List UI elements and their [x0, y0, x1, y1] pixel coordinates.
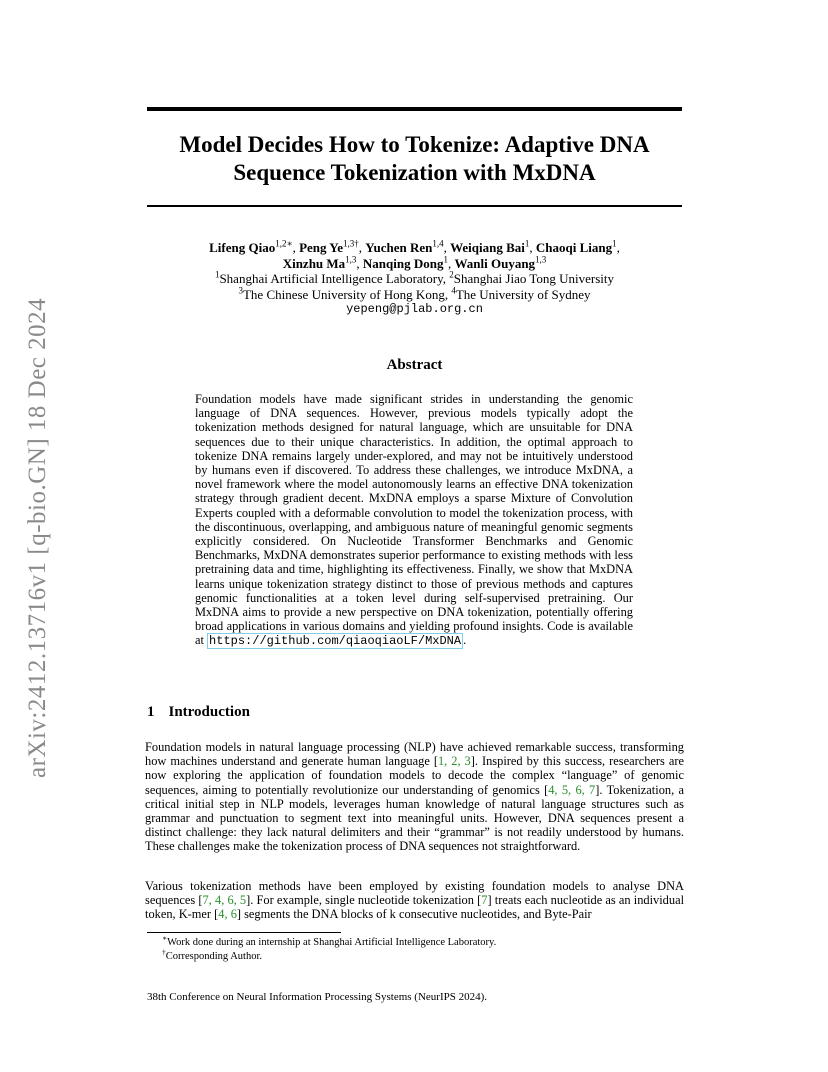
footnote-mark: † — [162, 947, 166, 957]
citation-link[interactable]: 1, 2, 3 — [437, 754, 471, 769]
abstract-heading: Abstract — [386, 357, 443, 373]
affiliation-line-1 — [147, 271, 682, 287]
section-title: Introduction — [168, 704, 250, 720]
arxiv-identifier: arXiv:2412.13716v1 [q-bio.GN] 18 Dec 2024 — [24, 297, 51, 778]
text-run: ] treats each nucleotide as an individual token, K-mer [ — [145, 893, 685, 922]
author-affil: 1,2∗ — [275, 238, 293, 249]
author-affil: 1,4 — [432, 238, 444, 249]
footnote-1 — [162, 933, 497, 949]
author-name: Lifeng Qiao — [209, 240, 276, 255]
author-affil: 1,3 — [535, 254, 547, 265]
author-name: Peng Ye — [299, 240, 344, 255]
author-name: Yuchen Ren — [365, 240, 433, 255]
code-link[interactable]: https://github.com/qiaoqiaoLF/MxDNA — [209, 634, 462, 649]
intro-paragraph-1 — [145, 740, 684, 854]
abstract-body: Foundation models have made significant strides in understanding the genomic language of DNA sequences. However, previous models typically adopt the tokenization methods designed for natural language, which are unsuitable for DNA sequences due to their unique characteristics. In addition, the optimal approach to tokenize DNA remains largely under-explored, and may not be intuitively understood by humans even if discovered. To address these challenges, we introduce MxDNA, a novel framework where the model autonomously learns an effective DNA tokenization strategy through gradient decent. MxDNA employs a sparse Mixture of Convolution Experts coupled with a deformable convolution to model the tokenization process, with the discontinuous, overlapping, and ambiguous nature of meaningful genomic segments explicitly considered. On Nucleotide Transformer Benchmarks and Genomic Benchmarks, MxDNA demonstrates superior performance to existing methods with less pretraining data and time, highlighting its effectiveness. Finally, we show that MxDNA learns unique tokenization strategy distinct to those of previous methods and captures genomic functionalities at a token level during self-supervised pretraining. Our MxDNA aims to provide a new perspective on DNA tokenization, potentially offering broad applications in various domains and yielding profound insights. Code is available at — [195, 392, 633, 648]
citation-link[interactable]: 4, 6 — [218, 907, 237, 922]
paper-title — [147, 131, 682, 187]
contact-email[interactable]: yepeng@pjlab.org.cn — [346, 302, 483, 316]
affil-mark: 1 — [214, 269, 220, 280]
author-name: Nanqing Dong — [362, 255, 444, 271]
text-run: ]. For example, single nucleotide tokenization [ — [246, 893, 482, 908]
author-affil: 1 — [612, 238, 617, 249]
affiliation: The University of Sydney — [455, 286, 591, 302]
author-affil: 1,3† — [343, 238, 359, 249]
affiliation: Shanghai Jiao Tong University — [453, 271, 615, 286]
text-run: Various tokenization methods have been employed by existing foundation models to analyse DNA sequences [ — [145, 879, 684, 908]
author-name: Weiqiang Bai — [450, 240, 525, 255]
section-number: 1 — [147, 704, 155, 720]
intro-paragraph-2 — [145, 879, 684, 922]
affiliation: Shanghai Artificial Intelligence Laboratory, — [219, 271, 450, 286]
affiliation-line-2 — [147, 287, 682, 303]
citation-link[interactable]: 4, 5, 6, 7 — [548, 782, 596, 797]
title-line-2: Sequence Tokenization with MxDNA — [233, 160, 596, 185]
author-affil: 1 — [524, 238, 530, 249]
title-top-rule — [147, 107, 682, 111]
abstract-text — [195, 392, 633, 649]
affil-mark: 4 — [451, 285, 456, 296]
affil-mark: 2 — [449, 269, 454, 280]
author-affil: 1 — [443, 254, 448, 265]
footnote-rule — [147, 932, 341, 933]
text-run: ] segments the DNA blocks of k consecutive nucleotides, and Byte-Pair — [236, 907, 592, 922]
abstract-end: . — [463, 633, 467, 648]
footnote-text: Work done during an internship at Shanghai Artificial Intelligence Laboratory. — [167, 937, 497, 948]
text-run: ]. Inspired by this success, researchers are now exploring the application of foundation models to decode the complex “language” of genomic sequences, aiming to potentially revolutionize our understanding of genomics [ — [145, 754, 684, 797]
author-affil: 1,3 — [345, 254, 357, 265]
section-heading-introduction — [147, 704, 250, 721]
author-block — [147, 240, 682, 318]
citation-link[interactable]: 7, 4, 6, 5 — [202, 893, 247, 908]
affiliation: The Chinese University of Hong Kong, — [242, 286, 452, 302]
author-line-2: Xinzhu Ma$^{1,3}$, Nanqing Dong$^1$, Wanli Ouyang$^{1,3}$ — [282, 254, 547, 271]
footnote-2 — [162, 947, 262, 963]
author-line-1: Lifeng Qiao$^{1,2∗}$, Peng $Ye^{1,3\dagger}$, Yuchen Ren$^{1,4}$, Weiqiang Bai$^1$, Chaoqi Liang$^1$, — [209, 238, 620, 255]
title-bottom-rule — [147, 205, 682, 207]
author-name: Chaoqi Liang — [535, 240, 613, 255]
footnote-mark: ∗ — [162, 933, 168, 943]
author-name: Wanli Ouyang — [454, 255, 536, 271]
author-name: Xinzhu Ma — [282, 255, 346, 271]
affil-mark: 3 — [238, 285, 243, 296]
footnote-text: Corresponding Author. — [165, 951, 262, 962]
text-run: ]. Tokenization, a critical initial step in NLP models, leverages human knowledge of natural language structures such as grammar and punctuation to segment text into meaningful units. However, DNA sequences present a distinct challenge: they lack natural delimiters and their “grammar” is not readily understood by humans. These challenges make the tokenization process of DNA sequences not straightforward. — [145, 782, 684, 854]
title-line-1: Model Decides How to Tokenize: Adaptive DNA — [179, 132, 650, 157]
conference-note: 38th Conference on Neural Information Processing Systems (NeurIPS 2024). — [147, 991, 488, 1003]
citation-link[interactable]: 7 — [481, 893, 488, 908]
text-run: Foundation models in natural language processing (NLP) have achieved remarkable success, transforming how machines understand and generate human language [ — [145, 740, 684, 769]
